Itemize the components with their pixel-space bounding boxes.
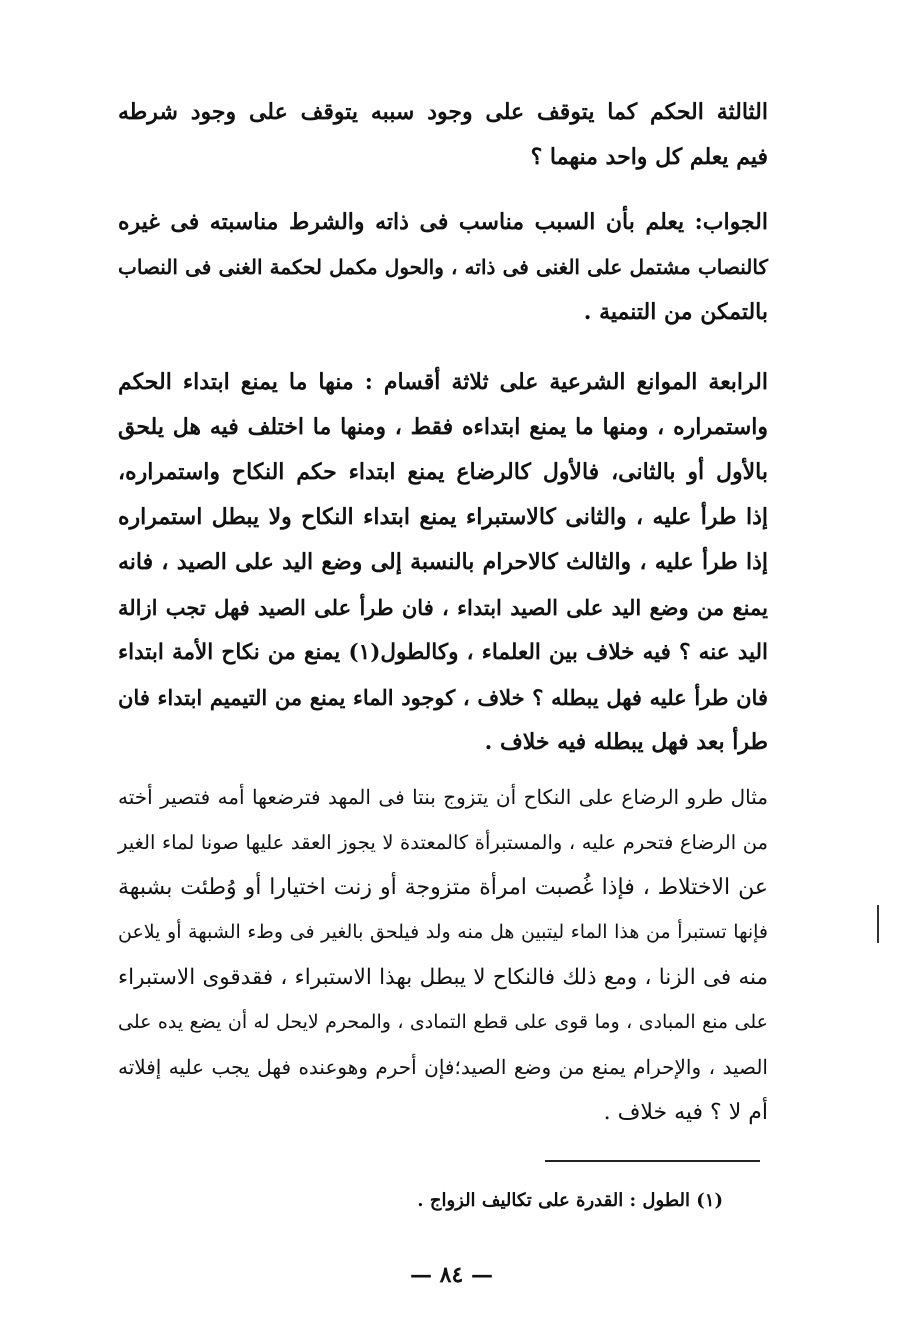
text-line: على منع المبادى ، وما قوى على قطع التمادى ، والمحرم لايحل له أن يضع يده على — [118, 1011, 768, 1033]
text-line: فإنها تستبرأ من هذا الماء ليتبين هل منه ولد فيلحق بالغير فى وطء الشبهة أو يلاعن — [118, 921, 768, 943]
text-line: عن الاختلاط ، فإذا غُصبت امرأة متزوجة أو زنت اختيارا أو وُطئت بشبهة — [118, 875, 768, 900]
text-line: إذا طرأ عليه ، والثالث كالاحرام بالنسبة إلى وضع اليد على الصيد ، فانه — [118, 549, 768, 575]
text-line: الجواب: يعلم بأن السبب مناسب فى ذاته والشرط مناسبته فى غيره — [118, 209, 768, 235]
text-line: أم لا ؟ فيه خلاف . — [603, 1100, 768, 1125]
footnote: (١) الطول : القدرة على تكاليف الزواج . — [417, 1190, 723, 1211]
text-line: إذا طرأ عليه ، والثانى كالاستبراء يمنع ابتداء النكاح ولا يبطل استمراره — [118, 504, 768, 530]
text-line: اليد عنه ؟ فيه خلاف بين العلماء ، وكالطول(١) يمنع من نكاح الأمة ابتداء — [118, 640, 768, 665]
text-line: مثال طرو الرضاع على النكاح أن يتزوج بنتا فى المهد فترضعها أمه فتصير أخته — [118, 785, 768, 809]
text-line: طرأ بعد فهل يبطله فيه خلاف . — [484, 729, 768, 755]
paragraph-third-question — [118, 90, 768, 180]
paragraph-fourth-impediments — [118, 360, 768, 765]
text-line: فيم يعلم كل واحد منهما ؟ — [530, 144, 768, 170]
paragraph-example — [118, 775, 768, 1135]
text-line: يمنع من وضع اليد على الصيد ابتداء ، فان طرأ على الصيد فهل تجب ازالة — [118, 595, 768, 620]
paragraph-answer — [118, 200, 768, 335]
text-line: بالتمكن من التنمية . — [583, 299, 768, 325]
text-line: فان طرأ عليه فهل يبطله ؟ خلاف ، كوجود الماء يمنع من التيميم ابتداء فان — [118, 685, 768, 710]
text-line: من الرضاع فتحرم عليه ، والمستبرأة كالمعتدة لا يجوز العقد عليها صونا لماء الغير — [118, 831, 768, 854]
text-line: بالأول أو بالثانى، فالأول كالرضاع يمنع ابتداء حكم النكاح واستمراره، — [118, 459, 768, 485]
text-line: الصيد ، والإحرام يمنع من وضع الصيد؛فإن أحرم وهوعنده فهل يجب عليه إفلاته — [118, 1055, 768, 1079]
margin-scan-mark — [877, 905, 879, 943]
text-line: الرابعة الموانع الشرعية على ثلاثة أقسام : منها ما يمنع ابتداء الحكم — [118, 369, 768, 395]
text-line: منه فى الزنا ، ومع ذلك فالنكاح لا يبطل بهذا الاستبراء ، فقدقوى الاستبراء — [118, 965, 768, 990]
footnote-divider — [545, 1160, 760, 1162]
text-line: كالنصاب مشتمل على الغنى فى ذاته ، والحول مكمل لحكمة الغنى فى النصاب — [118, 255, 768, 279]
text-line: واستمراره ، ومنها ما يمنع ابتداءه فقط ، ومنها ما اختلف فيه هل يلحق — [118, 414, 768, 440]
page-number: — ٨٤ — — [410, 1262, 493, 1288]
text-line: الثالثة الحكم كما يتوقف على وجود سببه يتوقف على وجود شرطه — [118, 99, 768, 125]
